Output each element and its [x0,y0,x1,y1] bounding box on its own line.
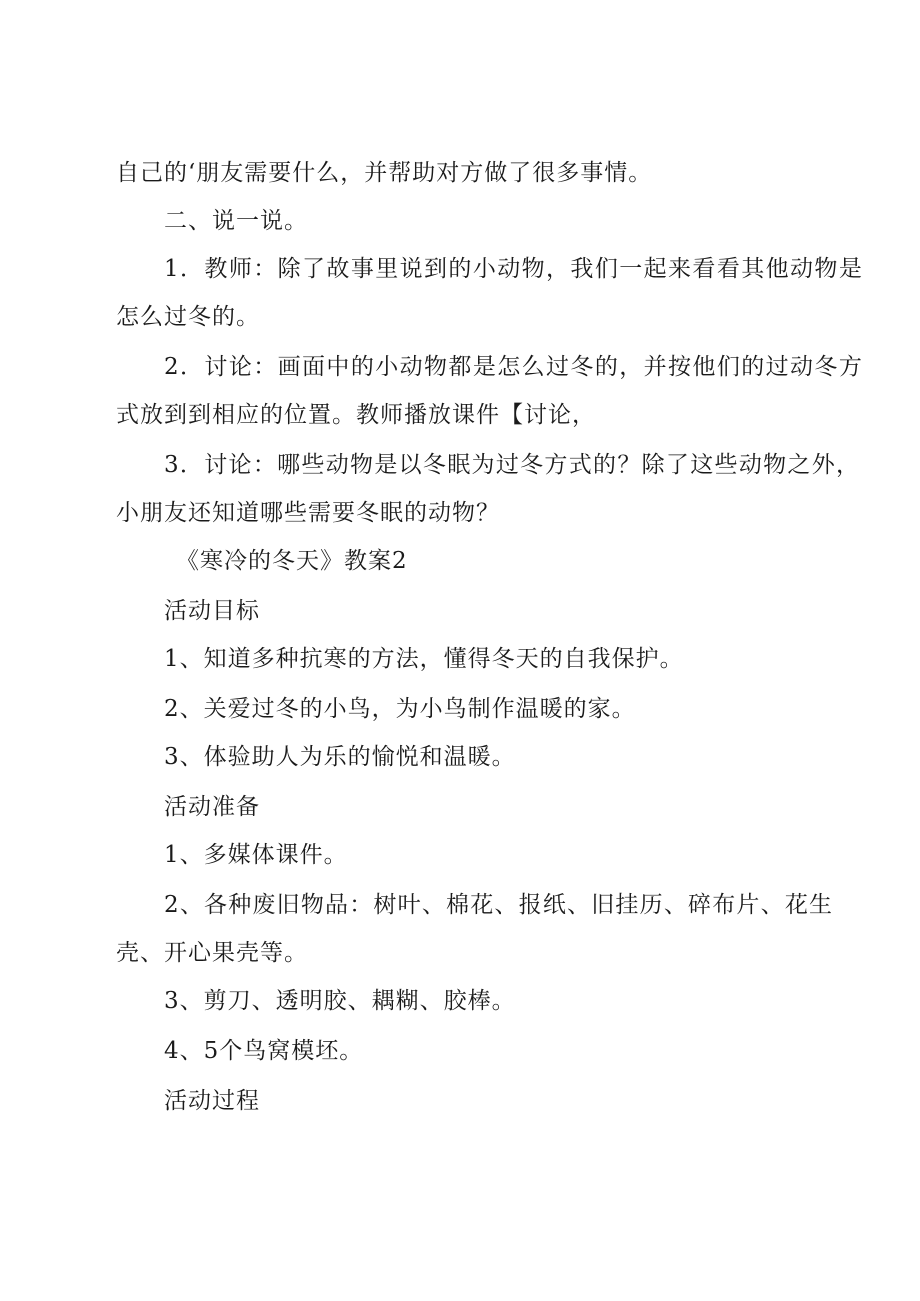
item-2-line-1: 2．讨论：画面中的小动物都是怎么过冬的，并按他们的过动冬方 [164,354,864,380]
item-3-line-2: 小朋友还知道哪些需要冬眠的动物？ [116,500,500,526]
paragraph-continuation: 自己的‘朋友需要什么，并帮助对方做了很多事情。 [116,160,653,186]
item-2-line-2: 式放到到相应的位置。教师播放课件【讨论， [116,402,596,428]
heading-activity-preparation: 活动准备 [164,794,260,820]
section-heading-say: 二、说一说。 [164,208,308,234]
goal-1: 1、知道多种抗寒的方法，懂得冬天的自我保护。 [164,646,684,672]
item-1-line-1: 1．教师：除了故事里说到的小动物，我们一起来看看其他动物是 [164,256,864,282]
item-1-line-2: 怎么过冬的。 [116,304,260,330]
heading-activity-process: 活动过程 [164,1088,260,1114]
prep-4: 4、5个鸟窝模坯。 [164,1038,364,1064]
prep-2-line-2: 壳、开心果壳等。 [116,940,308,966]
item-3-line-1: 3．讨论：哪些动物是以冬眠为过冬方式的？除了这些动物之外， [164,452,861,478]
prep-3: 3、剪刀、透明胶、耦糊、胶棒。 [164,988,516,1014]
prep-2-line-1: 2、各种废旧物品：树叶、棉花、报纸、旧挂历、碎布片、花生 [164,892,834,918]
goal-2: 2、关爱过冬的小鸟，为小鸟制作温暖的家。 [164,696,636,722]
goal-3: 3、体验助人为乐的愉悦和温暖。 [164,744,516,770]
heading-activity-goals: 活动目标 [164,598,260,624]
lesson-plan-title: 《寒冷的冬天》教案2 [176,548,408,574]
prep-1: 1、多媒体课件。 [164,842,348,868]
